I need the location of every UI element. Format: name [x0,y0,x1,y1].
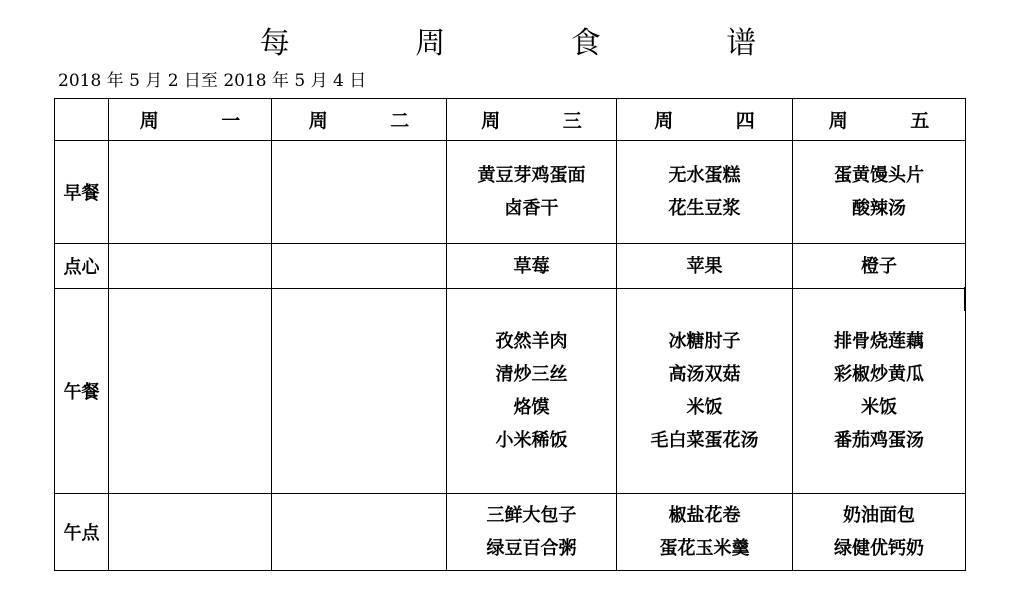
day-header-fri: 周 五 [793,99,966,141]
meal-label: 早餐 [55,141,109,244]
menu-cell [109,289,272,494]
menu-cell [109,494,272,571]
day-header-wed: 周 三 [447,99,617,141]
table-row [55,494,966,571]
table-row [55,141,966,244]
table-row [55,289,966,494]
day-header-thu: 周 四 [617,99,793,141]
dish: 米饭 [686,397,723,418]
dish: 蛋黄馒头片 [834,165,924,186]
table-row [55,244,966,289]
menu-cell [272,289,447,494]
menu-cell [617,141,793,244]
menu-cell [617,494,793,571]
menu-cell [617,244,793,289]
dish: 卤香干 [504,198,559,219]
dish: 番茄鸡蛋汤 [834,430,924,451]
dish: 小米稀饭 [495,430,568,451]
menu-cell [272,141,447,244]
dish: 无水蛋糕 [668,165,741,186]
meal-label: 午点 [55,494,109,571]
dish: 清炒三丝 [495,364,568,385]
meal-label: 点心 [55,244,109,289]
dish: 酸辣汤 [852,198,906,219]
menu-cell [447,244,617,289]
meal-label: 午餐 [55,289,109,494]
page-title: 每 周 食 谱 [259,26,815,61]
date-range: 2018 年 5 月 2 日至 2018 年 5 月 4 日 [58,71,367,91]
menu-cell [447,289,617,494]
dish: 烙馍 [513,397,550,418]
dish: 草莓 [513,255,550,277]
dish: 排骨烧莲藕 [834,331,924,352]
dish: 彩椒炒黄瓜 [834,364,924,385]
dish: 苹果 [686,255,723,277]
dish: 奶油面包 [843,505,915,526]
dish: 三鲜大包子 [486,505,577,526]
dish: 绿豆百合粥 [486,538,577,559]
day-header-mon: 周 一 [109,99,272,141]
dish: 高汤双菇 [668,364,741,385]
menu-cell [793,289,966,494]
menu-cell [272,494,447,571]
corner-cell [55,99,109,141]
menu-cell [272,244,447,289]
menu-cell [447,494,617,571]
menu-cell [447,141,617,244]
dish: 黄豆芽鸡蛋面 [477,165,586,186]
menu-cell [109,141,272,244]
menu-cell [617,289,793,494]
menu-cell [793,141,966,244]
text-cursor [964,287,966,311]
header-row [55,99,966,141]
menu-cell [793,244,966,289]
menu-table [54,98,966,571]
dish: 冰糖肘子 [668,331,741,352]
menu-cell [109,244,272,289]
dish: 绿健优钙奶 [834,538,924,559]
dish: 孜然羊肉 [495,331,568,352]
dish: 橙子 [861,255,897,277]
day-header-tue: 周 二 [272,99,447,141]
dish: 米饭 [861,397,897,418]
dish: 花生豆浆 [668,198,741,219]
dish: 蛋花玉米羹 [659,538,750,559]
dish: 毛白菜蛋花汤 [650,430,759,451]
menu-cell [793,494,966,571]
dish: 椒盐花卷 [668,505,741,526]
